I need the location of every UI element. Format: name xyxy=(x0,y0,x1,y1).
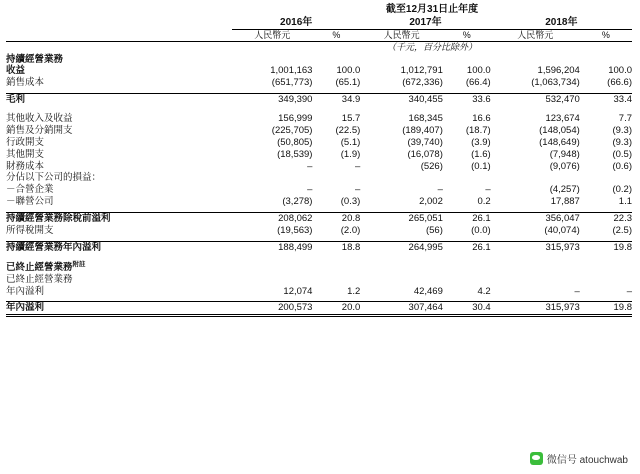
cell-pct: (18.7) xyxy=(465,124,491,136)
cell-value: – xyxy=(437,184,443,196)
row-label: 已終止經營業務 xyxy=(6,261,73,273)
row-label: 銷售成本 xyxy=(6,77,45,89)
cell-pct: (1.6) xyxy=(471,148,491,160)
pct-header-2018: % xyxy=(580,30,632,42)
cell-value: (56) xyxy=(425,224,443,236)
cell-value: (4,257) xyxy=(549,184,580,196)
row-label: －聯營公司 xyxy=(6,196,54,208)
footnote-marker: 附註 xyxy=(72,260,86,268)
table-row xyxy=(6,125,632,137)
table-row xyxy=(6,196,632,208)
currency-header-2017: 人民幣元 xyxy=(360,30,443,42)
cell-pct: 19.8 xyxy=(580,241,632,253)
cell-value: – xyxy=(307,160,313,172)
cell-pct: 7.7 xyxy=(618,113,632,124)
row-label: 其他開支 xyxy=(6,148,45,160)
cell-pct: (66.4) xyxy=(465,77,491,89)
table-row xyxy=(6,172,632,184)
cell-pct: (9.3) xyxy=(612,124,632,136)
table-row xyxy=(6,274,632,286)
cell-pct: 30.4 xyxy=(443,302,491,316)
cell-pct: 100.0 xyxy=(608,65,632,77)
pct-header-2016: % xyxy=(312,30,360,42)
cell-value: – xyxy=(307,184,313,196)
cell-pct: 22.3 xyxy=(580,213,632,225)
cell-value: 200,573 xyxy=(232,302,312,316)
table-row xyxy=(6,261,632,274)
cell-value: (189,407) xyxy=(402,124,443,136)
cell-pct: 100.0 xyxy=(336,65,361,77)
cell-pct: 1.1 xyxy=(618,196,632,208)
cell-value: (40,074) xyxy=(544,224,580,236)
cell-pct: 20.0 xyxy=(312,302,360,316)
cell-value: 349,390 xyxy=(232,94,312,106)
row-label: 銷售及分銷開支 xyxy=(6,124,73,136)
wechat-icon xyxy=(530,452,543,465)
cell-value: 188,499 xyxy=(232,241,312,253)
wechat-badge xyxy=(526,449,632,468)
cell-value: (1,063,734) xyxy=(531,77,580,89)
cell-pct: – xyxy=(626,285,632,297)
cell-value: – xyxy=(574,285,580,297)
cell-pct: – xyxy=(354,184,361,196)
cell-value: (672,336) xyxy=(402,77,443,89)
cell-value: (148,649) xyxy=(539,136,580,148)
table-row xyxy=(6,65,632,77)
cell-pct: (0.2) xyxy=(612,184,632,196)
row-label: 分佔以下公司的損益： xyxy=(6,172,102,184)
cell-pct: (0.6) xyxy=(612,160,632,172)
cell-value: (225,705) xyxy=(271,124,313,136)
cell-pct: 1.2 xyxy=(347,285,361,297)
row-label: 財務成本 xyxy=(6,160,45,172)
wechat-badge-text: 微信号 atouchwab xyxy=(546,455,628,466)
cell-pct: (0.1) xyxy=(471,160,491,172)
period-header-row xyxy=(6,4,632,17)
table-row xyxy=(6,161,632,173)
cell-pct: 0.2 xyxy=(477,196,491,208)
cell-pct: 4.2 xyxy=(477,285,491,297)
cell-pct: (3.9) xyxy=(471,136,491,148)
table-row xyxy=(6,94,632,106)
table-row xyxy=(6,137,632,149)
table-row xyxy=(6,241,632,253)
cell-value: (39,740) xyxy=(407,136,443,148)
row-label-discontinued xyxy=(6,261,232,274)
period-header: 截至12月31日止年度 xyxy=(385,4,479,15)
spacer-row xyxy=(6,106,632,113)
unit-note: （千元，百分比除外） xyxy=(387,42,478,53)
cell-value: 532,470 xyxy=(491,94,580,106)
cell-value: (19,563) xyxy=(277,224,313,236)
cell-pct: 18.8 xyxy=(312,241,360,253)
cell-pct: 16.6 xyxy=(472,113,491,124)
cell-pct: 20.8 xyxy=(312,213,360,225)
year-2017: 2017年 xyxy=(360,17,490,30)
cell-value: 315,973 xyxy=(491,241,580,253)
cell-pct: (65.1) xyxy=(335,77,361,89)
table-row xyxy=(6,302,632,316)
cell-pct: 19.8 xyxy=(580,302,632,316)
cell-value: 2,002 xyxy=(419,196,443,208)
cell-value: 265,051 xyxy=(360,213,443,225)
cell-value: 1,596,204 xyxy=(537,65,580,77)
cell-pct: (0.3) xyxy=(340,196,361,208)
cell-value: (7,948) xyxy=(549,148,580,160)
income-statement-table xyxy=(6,4,632,317)
cell-pct: (5.1) xyxy=(340,136,361,148)
cell-value: 208,062 xyxy=(232,213,312,225)
spacer-row xyxy=(6,254,632,261)
row-label: 行政開支 xyxy=(6,136,45,148)
cell-value: 264,995 xyxy=(360,241,443,253)
cell-value: 1,012,791 xyxy=(400,65,443,77)
row-label: 持續經營業務除稅前溢利 xyxy=(6,213,232,225)
cell-pct: – xyxy=(485,184,491,196)
cell-value: 340,455 xyxy=(360,94,443,106)
table-row xyxy=(6,149,632,161)
currency-header-2018: 人民幣元 xyxy=(491,30,580,42)
cell-value: 315,973 xyxy=(491,302,580,316)
cell-pct: – xyxy=(354,160,361,172)
cell-pct: 26.1 xyxy=(443,213,491,225)
cell-value: 42,469 xyxy=(413,285,443,297)
table-row xyxy=(6,113,632,125)
cell-pct: 100.0 xyxy=(466,65,491,77)
table-row xyxy=(6,286,632,298)
cell-pct: 26.1 xyxy=(443,241,491,253)
cell-value: (148,054) xyxy=(539,124,580,136)
cell-value: 17,887 xyxy=(550,196,580,208)
pct-header-2017: % xyxy=(443,30,491,42)
row-label: 已終止經營業務 xyxy=(6,273,73,285)
row-label: 收益 xyxy=(6,65,26,77)
cell-pct: (66.6) xyxy=(607,77,632,89)
year-header-row xyxy=(6,17,632,30)
row-label: 持續經營業務年內溢利 xyxy=(6,241,232,253)
year-2018: 2018年 xyxy=(491,17,632,30)
cell-value: 168,345 xyxy=(408,113,443,124)
row-label: 毛利 xyxy=(6,94,232,106)
cell-value: 307,464 xyxy=(360,302,443,316)
cell-pct: (1.9) xyxy=(340,148,361,160)
cell-pct: (2.0) xyxy=(340,224,361,236)
currency-header-row xyxy=(6,30,632,42)
currency-header-2016: 人民幣元 xyxy=(232,30,312,42)
cell-value: (526) xyxy=(420,160,443,172)
cell-pct: 15.7 xyxy=(341,113,361,124)
table-row xyxy=(6,225,632,237)
row-label: 持續經營業務 xyxy=(6,53,64,65)
row-label: 年內溢利 xyxy=(6,285,45,297)
cell-pct: (2.5) xyxy=(612,224,632,236)
cell-value: (16,078) xyxy=(407,148,443,160)
cell-pct: 33.4 xyxy=(580,94,632,106)
cell-pct: (0.0) xyxy=(471,224,491,236)
cell-value: 156,999 xyxy=(278,113,313,124)
table-row xyxy=(6,77,632,89)
cell-value: 12,074 xyxy=(283,285,313,297)
cell-pct: (9.3) xyxy=(612,136,632,148)
cell-value: (651,773) xyxy=(271,77,313,89)
cell-value: (9,076) xyxy=(549,160,580,172)
table-row xyxy=(6,184,632,196)
row-label: 其他收入及收益 xyxy=(6,113,73,124)
cell-value: (50,805) xyxy=(277,136,313,148)
cell-value: (18,539) xyxy=(277,148,313,160)
cell-pct: (22.5) xyxy=(335,124,361,136)
year-2016: 2016年 xyxy=(232,17,360,30)
row-label: －合營企業 xyxy=(6,184,54,196)
cell-pct: 34.9 xyxy=(312,94,360,106)
row-label: 年內溢利 xyxy=(6,302,232,316)
cell-value: (3,278) xyxy=(282,196,313,208)
unit-note-row xyxy=(6,42,632,54)
cell-value: 1,001,163 xyxy=(270,65,313,77)
cell-value: 356,047 xyxy=(491,213,580,225)
cell-pct: (0.5) xyxy=(612,148,632,160)
cell-value: 123,674 xyxy=(545,113,580,124)
row-label: 所得稅開支 xyxy=(6,224,54,236)
table-row xyxy=(6,213,632,225)
cell-pct: 33.6 xyxy=(443,94,491,106)
table-row xyxy=(6,54,632,66)
